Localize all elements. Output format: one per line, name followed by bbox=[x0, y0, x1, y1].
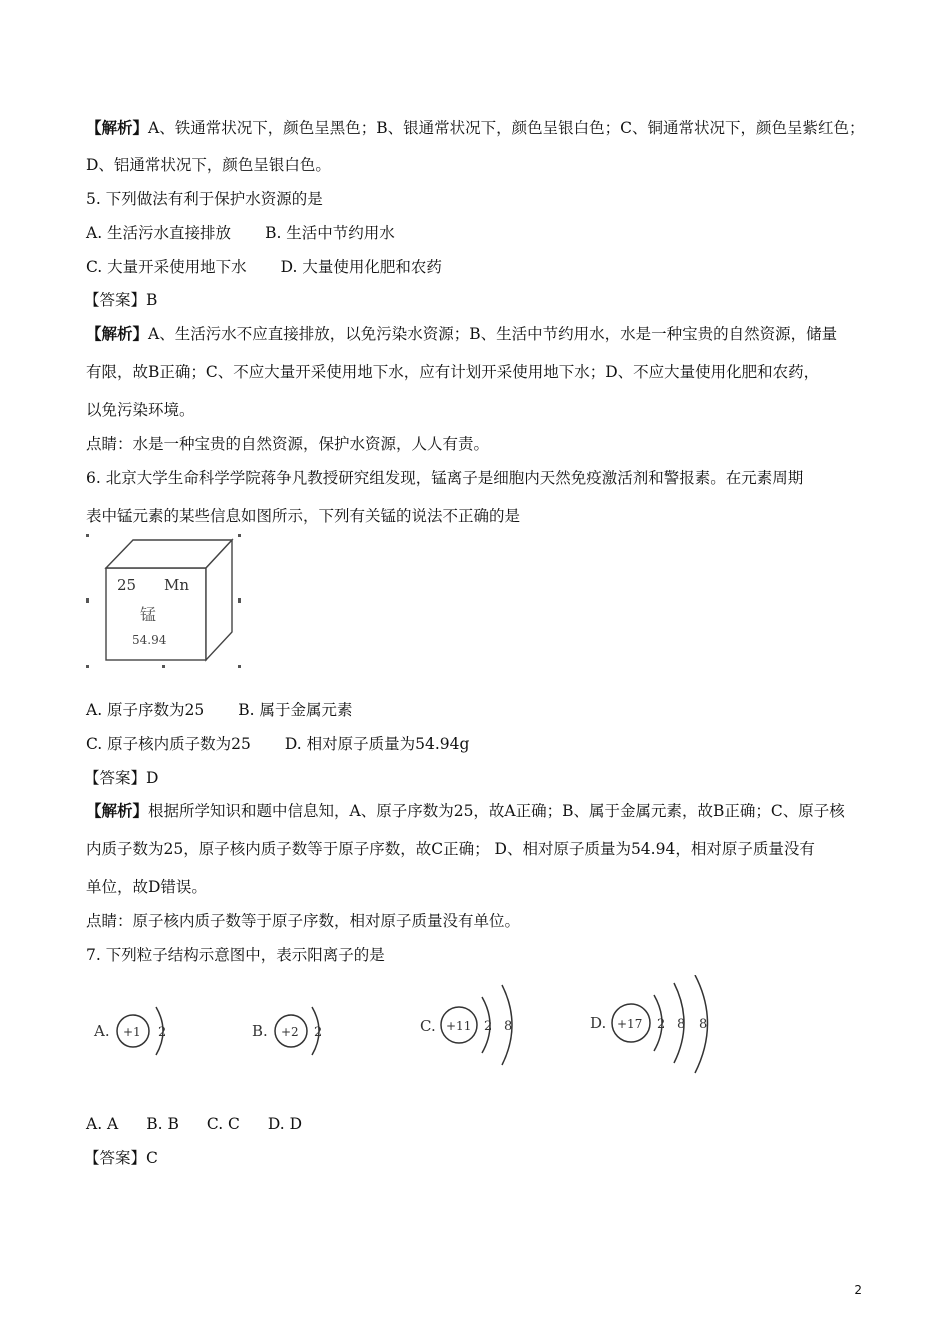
q7-option-c: C. C bbox=[206, 1115, 240, 1133]
diagram-b-shell-1-electrons: 2 bbox=[314, 1025, 323, 1040]
particle-diagrams bbox=[86, 975, 726, 1085]
diagram-c-shell-1-electrons: 2 bbox=[484, 1019, 493, 1034]
diagram-d-label: D. bbox=[590, 1014, 607, 1032]
q5-answer: 【答案】B bbox=[84, 291, 158, 309]
diagram-b-charge: +2 bbox=[281, 1025, 299, 1039]
q6-options-row2 bbox=[86, 734, 469, 754]
q4-analysis-line2: D、铝通常状况下，颜色呈银白色。 bbox=[86, 156, 331, 174]
q6-option-b: B. 属于金属元素 bbox=[238, 701, 353, 719]
q6-analysis-line3: 单位，故D错误。 bbox=[86, 878, 207, 896]
q6-answer: 【答案】D bbox=[84, 769, 159, 787]
q5-stem: 5. 下列做法有利于保护水资源的是 bbox=[86, 190, 323, 208]
diagram-c-shell-2-electrons: 8 bbox=[504, 1019, 513, 1034]
q7-option-a: A. A bbox=[86, 1115, 119, 1133]
element-symbol: Mn bbox=[164, 576, 190, 594]
q6-options-row1 bbox=[86, 700, 353, 720]
q7-answer: 【答案】C bbox=[84, 1149, 158, 1167]
q5-options-row1 bbox=[86, 223, 395, 243]
q7-options bbox=[86, 1114, 302, 1134]
analysis-tag: 【解析】 bbox=[86, 801, 149, 820]
analysis-tag: 【解析】 bbox=[86, 118, 149, 137]
q6-option-d: D. 相对原子质量为54.94g bbox=[284, 735, 470, 753]
diagram-b-label: B. bbox=[252, 1022, 268, 1040]
q6-analysis-line1 bbox=[86, 801, 845, 821]
q6-tip: 点睛：原子核内质子数等于原子序数，相对原子质量没有单位。 bbox=[86, 912, 521, 930]
q6-stem-line1: 6. 北京大学生命科学学院蒋争凡教授研究组发现，锰离子是细胞内天然免疫激活剂和警报素。在元素周期 bbox=[86, 469, 804, 487]
diagram-c-charge: +11 bbox=[446, 1019, 472, 1033]
q6-option-c: C. 原子核内质子数为25 bbox=[86, 735, 251, 753]
diagram-c bbox=[420, 985, 512, 1065]
page-number: 2 bbox=[854, 1283, 862, 1297]
diagram-a-charge: +1 bbox=[123, 1025, 141, 1039]
q7-option-b: B. B bbox=[146, 1115, 179, 1133]
q6-stem-line2: 表中锰元素的某些信息如图所示，下列有关锰的说法不正确的是 bbox=[86, 507, 521, 525]
q5-option-c: C. 大量开采使用地下水 bbox=[86, 258, 247, 276]
q7-option-d: D. D bbox=[267, 1115, 303, 1133]
diagram-a-label: A. bbox=[94, 1022, 110, 1040]
q5-option-a: A. 生活污水直接排放 bbox=[86, 224, 232, 242]
diagram-a-shell-1-electrons: 2 bbox=[158, 1025, 167, 1040]
q5-analysis-line3: 以免污染环境。 bbox=[86, 401, 195, 419]
q5-option-b: B. 生活中节约用水 bbox=[265, 224, 395, 242]
element-name: 锰 bbox=[140, 605, 157, 624]
diagram-d-shell-3-electrons: 8 bbox=[699, 1017, 708, 1032]
q5-tip: 点睛：水是一种宝贵的自然资源，保护水资源，人人有责。 bbox=[86, 435, 490, 453]
diagram-d-shell-2-electrons: 8 bbox=[677, 1017, 686, 1032]
q5-analysis-line1 bbox=[86, 324, 837, 344]
q4-analysis-line1 bbox=[86, 118, 864, 138]
diagram-d-charge: +17 bbox=[617, 1017, 643, 1031]
atomic-number: 25 bbox=[117, 576, 137, 594]
diagram-b bbox=[252, 1007, 322, 1055]
q4-analysis-text1: A、铁通常状况下，颜色呈黑色；B、银通常状况下，颜色呈银白色；C、铜通常状况下，颜色呈紫红色； bbox=[148, 119, 865, 137]
diagram-a bbox=[93, 1007, 166, 1055]
q5-option-d: D. 大量使用化肥和农药 bbox=[280, 258, 442, 276]
q5-analysis-line2: 有限，故B正确；C、不应大量开采使用地下水，应有计划开采使用地下水；D、不应大量使用化肥和农药， bbox=[86, 363, 820, 381]
diagram-d-shell-1-electrons: 2 bbox=[657, 1017, 666, 1032]
q6-analysis-line2: 内质子数为25，原子核内质子数等于原子序数，故C正确； D、相对原子质量为54.94，相对原子质量没有 bbox=[86, 840, 815, 858]
analysis-tag: 【解析】 bbox=[86, 324, 149, 343]
diagram-c-label: C. bbox=[420, 1017, 436, 1035]
q5-analysis-text1: A、生活污水不应直接排放，以免污染水资源；B、生活中节约用水，水是一种宝贵的自然资源，储量 bbox=[148, 325, 838, 343]
manganese-element-figure bbox=[84, 532, 244, 672]
atomic-mass: 54.94 bbox=[132, 633, 167, 647]
q7-stem: 7. 下列粒子结构示意图中，表示阳离子的是 bbox=[86, 946, 385, 964]
diagram-d bbox=[590, 975, 708, 1073]
q6-analysis-text1: 根据所学知识和题中信息知，A、原子序数为25，故A正确；B、属于金属元素，故B正确；C、原子核 bbox=[148, 802, 845, 820]
q6-option-a: A. 原子序数为25 bbox=[86, 701, 205, 719]
q5-options-row2 bbox=[86, 257, 442, 277]
